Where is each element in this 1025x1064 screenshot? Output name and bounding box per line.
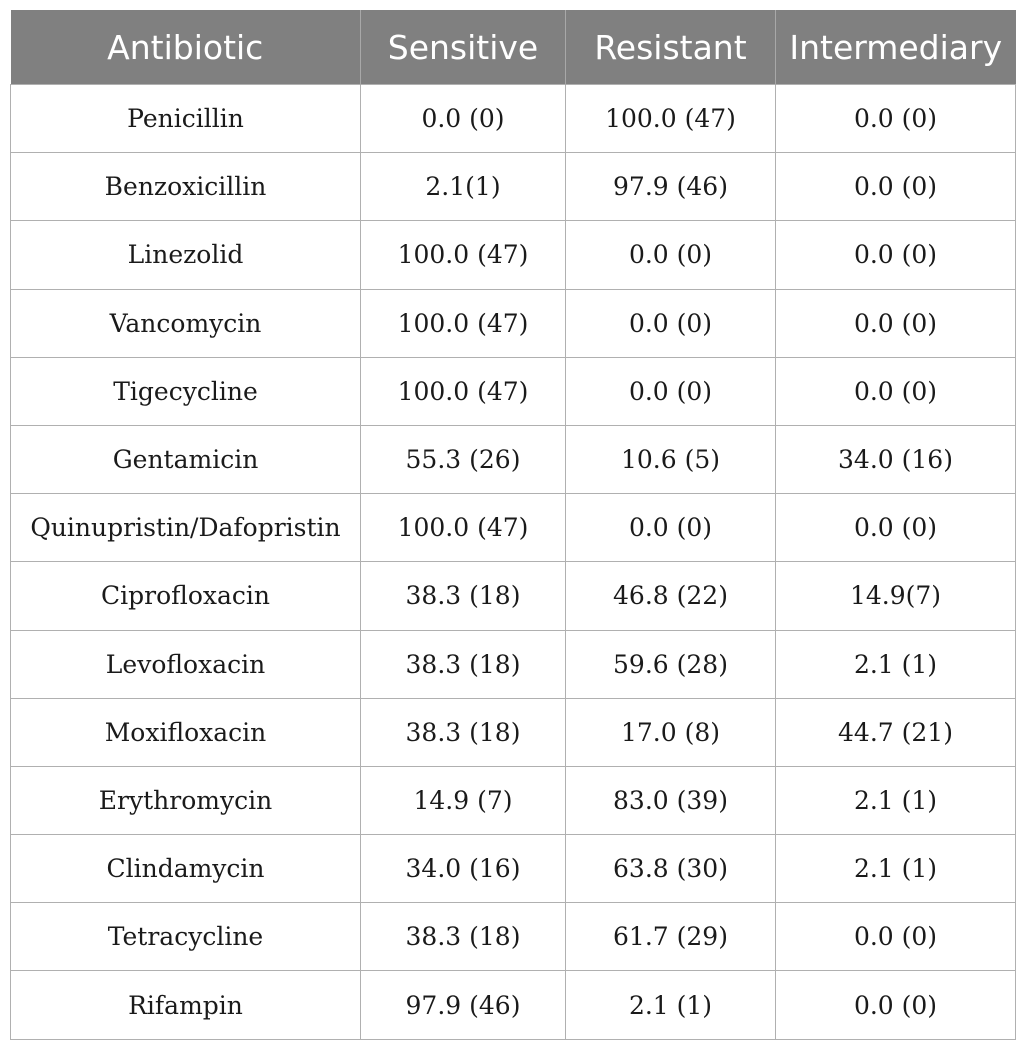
cell-sensitive: 38.3 (18) bbox=[361, 903, 566, 971]
table-row bbox=[11, 221, 1016, 289]
table-row bbox=[11, 766, 1016, 834]
cell-sensitive: 100.0 (47) bbox=[361, 289, 566, 357]
cell-antibiotic: Tigecycline bbox=[11, 357, 361, 425]
cell-sensitive: 38.3 (18) bbox=[361, 630, 566, 698]
table-row bbox=[11, 85, 1016, 153]
cell-sensitive: 0.0 (0) bbox=[361, 85, 566, 153]
table-row bbox=[11, 903, 1016, 971]
cell-resistant: 59.6 (28) bbox=[566, 630, 776, 698]
cell-antibiotic: Moxifloxacin bbox=[11, 698, 361, 766]
cell-intermediary: 0.0 (0) bbox=[776, 221, 1016, 289]
table-row bbox=[11, 971, 1016, 1039]
cell-sensitive: 2.1(1) bbox=[361, 153, 566, 221]
cell-sensitive: 100.0 (47) bbox=[361, 221, 566, 289]
cell-intermediary: 2.1 (1) bbox=[776, 766, 1016, 834]
cell-sensitive: 38.3 (18) bbox=[361, 562, 566, 630]
cell-intermediary: 0.0 (0) bbox=[776, 153, 1016, 221]
cell-resistant: 0.0 (0) bbox=[566, 494, 776, 562]
header-antibiotic: Antibiotic bbox=[11, 10, 361, 85]
cell-resistant: 2.1 (1) bbox=[566, 971, 776, 1039]
cell-sensitive: 100.0 (47) bbox=[361, 494, 566, 562]
header-intermediary: Intermediary bbox=[776, 10, 1016, 85]
cell-antibiotic: Quinupristin/Dafopristin bbox=[11, 494, 361, 562]
cell-sensitive: 38.3 (18) bbox=[361, 698, 566, 766]
cell-antibiotic: Erythromycin bbox=[11, 766, 361, 834]
cell-sensitive: 34.0 (16) bbox=[361, 835, 566, 903]
cell-intermediary: 0.0 (0) bbox=[776, 289, 1016, 357]
cell-antibiotic: Tetracycline bbox=[11, 903, 361, 971]
cell-resistant: 0.0 (0) bbox=[566, 221, 776, 289]
table-row bbox=[11, 630, 1016, 698]
cell-resistant: 63.8 (30) bbox=[566, 835, 776, 903]
table-row bbox=[11, 835, 1016, 903]
cell-antibiotic: Clindamycin bbox=[11, 835, 361, 903]
cell-antibiotic: Benzoxicillin bbox=[11, 153, 361, 221]
cell-resistant: 0.0 (0) bbox=[566, 289, 776, 357]
cell-resistant: 61.7 (29) bbox=[566, 903, 776, 971]
table-row bbox=[11, 153, 1016, 221]
header-row bbox=[11, 10, 1016, 85]
cell-intermediary: 0.0 (0) bbox=[776, 971, 1016, 1039]
table-row bbox=[11, 289, 1016, 357]
table-row bbox=[11, 698, 1016, 766]
table-row bbox=[11, 562, 1016, 630]
cell-intermediary: 0.0 (0) bbox=[776, 85, 1016, 153]
cell-intermediary: 14.9(7) bbox=[776, 562, 1016, 630]
cell-sensitive: 100.0 (47) bbox=[361, 357, 566, 425]
cell-antibiotic: Rifampin bbox=[11, 971, 361, 1039]
cell-resistant: 10.6 (5) bbox=[566, 425, 776, 493]
header-sensitive: Sensitive bbox=[361, 10, 566, 85]
cell-antibiotic: Vancomycin bbox=[11, 289, 361, 357]
header-resistant: Resistant bbox=[566, 10, 776, 85]
cell-antibiotic: Ciprofloxacin bbox=[11, 562, 361, 630]
antibiotic-susceptibility-table bbox=[10, 10, 1016, 1040]
cell-intermediary: 0.0 (0) bbox=[776, 903, 1016, 971]
cell-resistant: 17.0 (8) bbox=[566, 698, 776, 766]
cell-sensitive: 97.9 (46) bbox=[361, 971, 566, 1039]
cell-antibiotic: Gentamicin bbox=[11, 425, 361, 493]
cell-intermediary: 0.0 (0) bbox=[776, 357, 1016, 425]
cell-sensitive: 55.3 (26) bbox=[361, 425, 566, 493]
cell-intermediary: 0.0 (0) bbox=[776, 494, 1016, 562]
table-row bbox=[11, 494, 1016, 562]
cell-antibiotic: Linezolid bbox=[11, 221, 361, 289]
table-header bbox=[11, 10, 1016, 85]
cell-antibiotic: Penicillin bbox=[11, 85, 361, 153]
cell-intermediary: 44.7 (21) bbox=[776, 698, 1016, 766]
cell-sensitive: 14.9 (7) bbox=[361, 766, 566, 834]
cell-resistant: 0.0 (0) bbox=[566, 357, 776, 425]
cell-antibiotic: Levofloxacin bbox=[11, 630, 361, 698]
cell-resistant: 100.0 (47) bbox=[566, 85, 776, 153]
cell-intermediary: 34.0 (16) bbox=[776, 425, 1016, 493]
cell-intermediary: 2.1 (1) bbox=[776, 630, 1016, 698]
table-row bbox=[11, 357, 1016, 425]
table-body bbox=[11, 85, 1016, 1040]
cell-resistant: 46.8 (22) bbox=[566, 562, 776, 630]
cell-intermediary: 2.1 (1) bbox=[776, 835, 1016, 903]
table-row bbox=[11, 425, 1016, 493]
cell-resistant: 83.0 (39) bbox=[566, 766, 776, 834]
cell-resistant: 97.9 (46) bbox=[566, 153, 776, 221]
